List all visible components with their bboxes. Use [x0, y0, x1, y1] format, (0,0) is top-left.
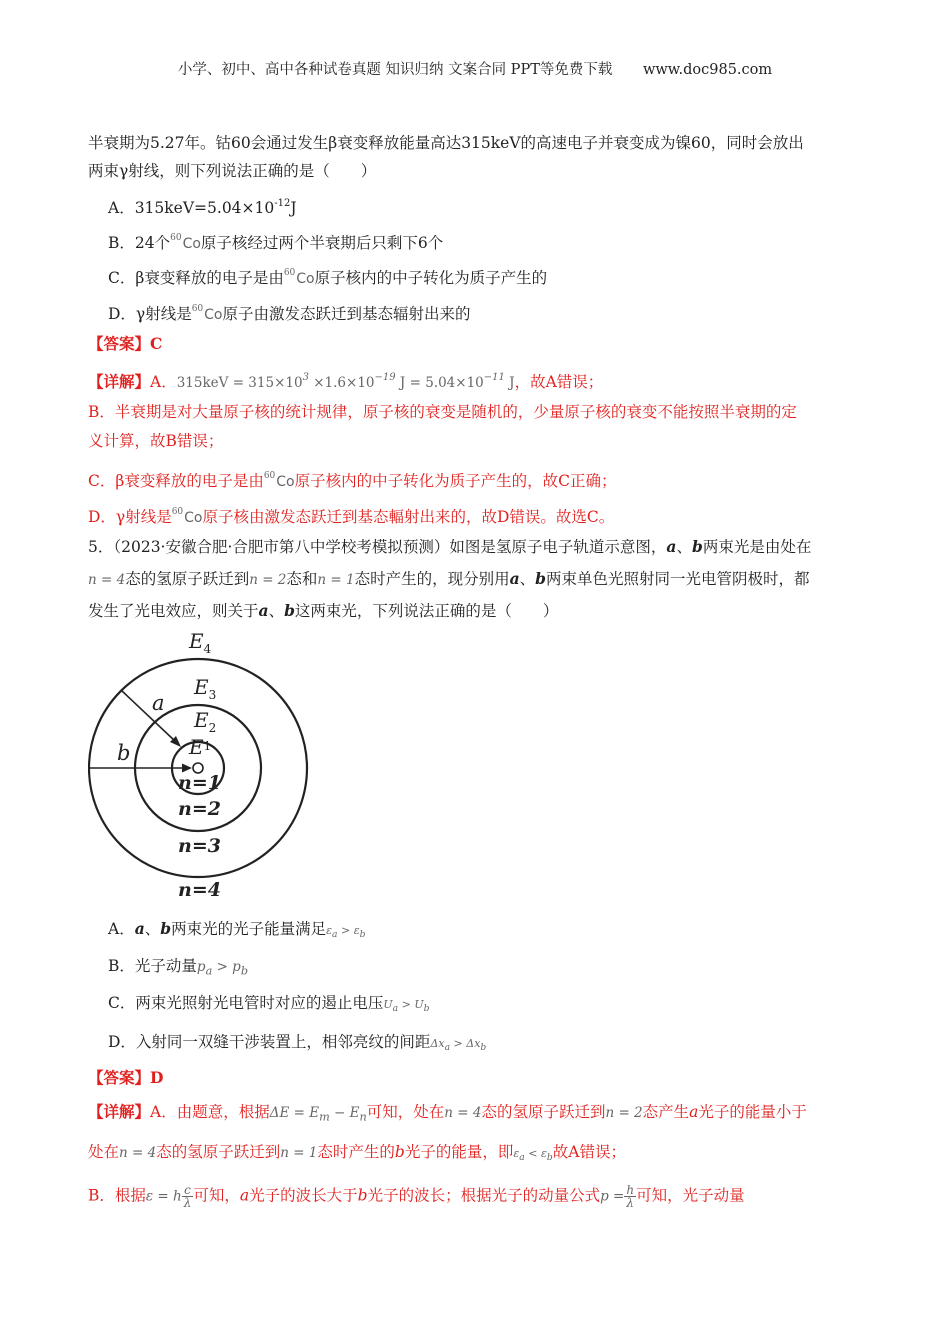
q5-stem-line2: n = 4态的氢原子跃迁到n = 2态和n = 1态时产生的，现分别用a、b两束单色光照射同一光电管阴极时，都 [88, 569, 810, 588]
page-header [0, 58, 950, 79]
q4-option-d[interactable]: D．γ射线是$^{60}$Co原子由激发态跃迁到基态辐射出来的 [108, 304, 471, 323]
label-E1: $E^1$ [189, 735, 212, 759]
q5-option-b[interactable]: B．光子动量$p_a > p_b$ [108, 957, 249, 978]
label-b: b [117, 741, 131, 765]
header-site: www.doc985.com [642, 62, 773, 78]
label-n1: n=1 [178, 772, 221, 794]
orbit-diagram [88, 630, 348, 910]
q4-answer: 【答案】C [88, 334, 163, 353]
q4-explain-b-line2: 义计算，故B错误； [88, 432, 224, 450]
label-E2: $E_2$ [194, 708, 217, 735]
q4-stem-line2: 两束γ射线，则下列说法正确的是（ ） [88, 162, 377, 180]
q4-option-a[interactable]: A．$315keV=5.04\times 10^{-12}J$ [108, 198, 297, 217]
q5-stem-line3: 发生了光电效应，则关于a、b这两束光，下列说法正确的是（ ） [88, 601, 559, 620]
label-E4: $E_4$ [189, 630, 212, 656]
q4-explain-a: 【详解】A．$315keV = 315\times 10^3 \times 1.6\times 10^{-19}$ $J = 5.04\times 10^{-11}$ J，故A错误； [88, 372, 604, 391]
label-n3: n=3 [178, 835, 221, 857]
q5-explain-a-line2: 处在n = 4态的氢原子跃迁到n = 1态时产生的b光子的能量，即$\varepsilon_a < \varepsilon_b$故A错误； [88, 1143, 626, 1164]
q5-stem-line1: 5．（2023·安徽合肥·合肥市第八中学校考模拟预测）如图是氢原子电子轨道示意图，a、b两束光是由处在 [88, 537, 812, 556]
q5-option-d[interactable]: D．入射同一双缝干涉装置上，相邻亮纹的间距$\Delta x_a > \Delta x_b$ [108, 1033, 487, 1054]
q4-explain-c: C．β衰变释放的电子是由$^{60}$Co原子核内的中子转化为质子产生的，故C正确； [88, 471, 617, 490]
label-E3: $E_3$ [194, 675, 217, 702]
q5-explain-a-line1: 【详解】A．由题意，根据$\Delta E = E_m - E_n$可知，处在n = 4态的氢原子跃迁到n = 2态产生a光子的能量小于 [88, 1102, 807, 1124]
explain-a-formula: $315keV = 315\times 10^3 \times 1.6\times 10^{-19}$ $J = 5.04\times 10^{-11}$ J [176, 372, 515, 391]
transition-a-arrow [121, 690, 176, 742]
isotope-symbol: Co [182, 236, 201, 252]
label-n2: n=2 [178, 798, 221, 820]
q5-explain-b: B．根据ε = h $\frac{c}{\lambda}$ 可知，a光子的波长大于b光子的波长；根据光子的动量公式p = $\frac{h}{\lambda}$ 可知，光子动量 [88, 1183, 745, 1210]
q4-option-b[interactable]: B．24个$^{60}$Co原子核经过两个半衰期后只剩下6个 [108, 233, 444, 252]
label-n4: n=4 [178, 879, 221, 901]
q5-option-c[interactable]: C．两束光照射光电管时对应的遏止电压$U_a > U_b$ [108, 994, 430, 1015]
isotope-mass: 60 [170, 233, 182, 243]
q4-explain-d: D．γ射线是$^{60}$Co原子核由激发态跃迁到基态輻射出来的，故D错误。故选C。 [88, 507, 615, 526]
header-text: 小学、初中、高中各种试卷真题 知识归纳 文案合同 PPT等免费下载 [177, 62, 613, 78]
label-a: a [152, 691, 165, 715]
q4-explain-b-line1: B．半衰期是对大量原子核的统计规律，原子核的衰变是随机的，少量原子核的衰变不能按照半衰期的定 [88, 403, 797, 421]
q5-answer: 【答案】D [88, 1068, 164, 1087]
q4-stem-line1: 半衰期为5.27年。钴60会通过发生β衰变释放能量高达315keV的高速电子并衰变成为镍60，同时会放出 [88, 134, 804, 152]
q5-option-a[interactable]: A．a、b两束光的光子能量满足$\varepsilon_a > \varepsilon_b$ [108, 919, 366, 941]
q4-option-c[interactable]: C．β衰变释放的电子是由$^{60}$Co原子核内的中子转化为质子产生的 [108, 268, 548, 287]
